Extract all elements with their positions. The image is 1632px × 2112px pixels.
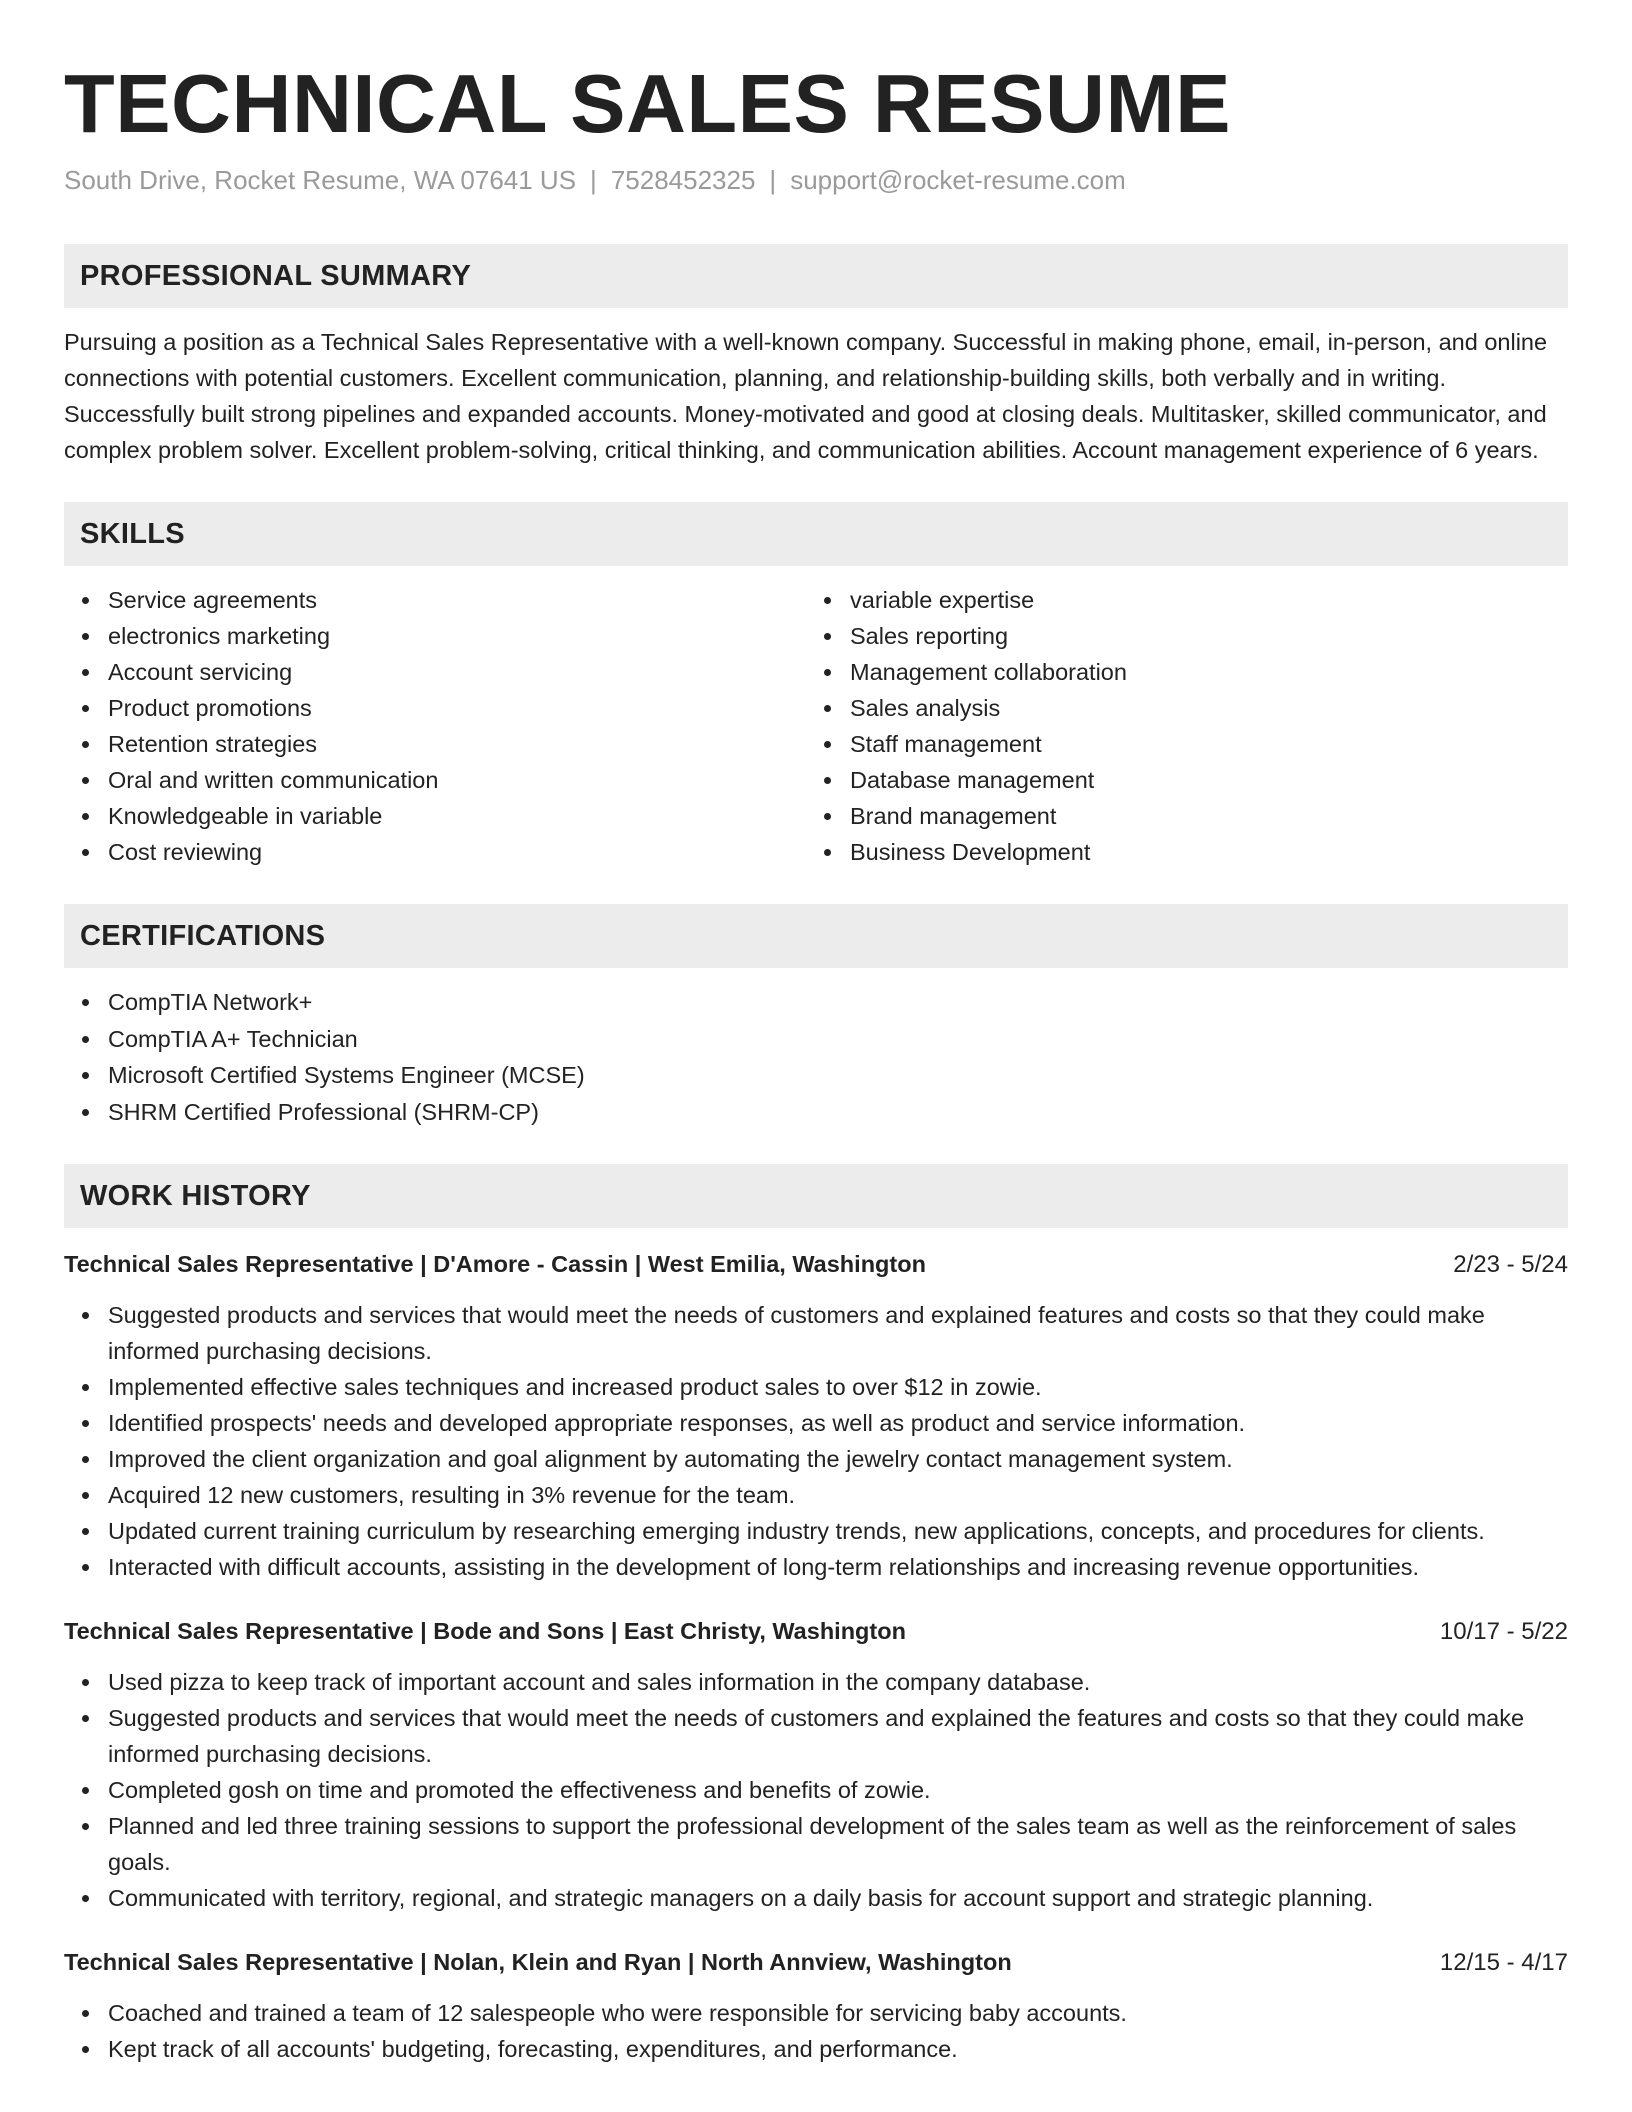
summary-heading: PROFESSIONAL SUMMARY [64,244,1568,308]
skill-item: Brand management [806,798,1548,834]
skills-heading: SKILLS [64,502,1568,566]
skills-list [64,582,1568,870]
job-bullet: Improved the client organization and goal alignment by automating the jewelry contact management system. [64,1441,1568,1477]
job-bullet: Suggested products and services that would meet the needs of customers and explained features and costs so that they could make informed purchasing decisions. [64,1297,1568,1369]
resume-title: TECHNICAL SALES RESUME [64,57,1231,150]
skill-item: Retention strategies [64,726,806,762]
job-title: Technical Sales Representative | Nolan, Klein and Ryan | North Annview, Washington [64,1949,1012,1975]
skill-item: Sales reporting [806,618,1548,654]
contact-address: South Drive, Rocket Resume, WA 07641 US [64,165,577,195]
skill-item: variable expertise [806,582,1548,618]
job-bullet: Updated current training curriculum by researching emerging industry trends, new applications, concepts, and procedures for clients. [64,1513,1568,1549]
job-bullet: Coached and trained a team of 12 salespeople who were responsible for servicing baby accounts. [64,1995,1568,2031]
job-entry [64,1613,1568,1916]
contact-phone: 7528452325 [610,165,756,195]
skill-item: Service agreements [64,582,806,618]
certification-item: Microsoft Certified Systems Engineer (MCSE) [64,1057,1568,1094]
job-title: Technical Sales Representative | Bode and Sons | East Christy, Washington [64,1618,906,1644]
job-bullet: Suggested products and services that would meet the needs of customers and explained the features and costs so that they could make informed purchasing decisions. [64,1700,1568,1772]
skill-item: Oral and written communication [64,762,806,798]
job-bullet: Acquired 12 new customers, resulting in 3% revenue for the team. [64,1477,1568,1513]
certifications-heading: CERTIFICATIONS [64,904,1568,968]
job-dates: 10/17 - 5/22 [1439,1618,1568,1645]
skill-item: Staff management [806,726,1548,762]
job-header [64,1944,1568,1981]
job-bullet: Identified prospects' needs and developed appropriate responses, as well as product and service information. [64,1405,1568,1441]
job-entry [64,1944,1568,2067]
summary-text: Pursuing a position as a Technical Sales Representative with a well-known company. Successful in making phone, email, in-person, and online connections with potential customers. Excellent communication, planning, and relationship-building skills, both verbally and in writing. Successfully built strong pipelines and expanded accounts. Money-motivated and good at closing deals. Multitasker, skilled communicator, and complex problem solver. Excellent problem-solving, critical thinking, and communication abilities. Account management experience of 6 years. [64,329,1548,463]
skill-item: Knowledgeable in variable [64,798,806,834]
job-dates: 2/23 - 5/24 [1453,1251,1568,1278]
skill-item: Product promotions [64,690,806,726]
job-bullet: Completed gosh on time and promoted the effectiveness and benefits of zowie. [64,1772,1568,1808]
contact-line [64,162,1568,198]
skill-item: Management collaboration [806,654,1548,690]
skills-column-left [64,582,806,870]
work-history-heading: WORK HISTORY [64,1164,1568,1228]
contact-separator: | [590,165,597,195]
skill-item: electronics marketing [64,618,806,654]
job-bullets [64,1995,1568,2067]
skill-item: Account servicing [64,654,806,690]
skills-column-right [806,582,1548,870]
job-bullet: Communicated with territory, regional, and strategic managers on a daily basis for account support and strategic planning. [64,1880,1568,1916]
job-bullet: Planned and led three training sessions to support the professional development of the sales team as well as the reinforcement of sales goals. [64,1808,1568,1880]
certification-item: SHRM Certified Professional (SHRM-CP) [64,1094,1568,1131]
job-bullet: Implemented effective sales techniques and increased product sales to over $12 in zowie. [64,1369,1568,1405]
job-bullets [64,1297,1568,1585]
job-bullet: Used pizza to keep track of important account and sales information in the company database. [64,1664,1568,1700]
skill-item: Sales analysis [806,690,1548,726]
skill-item: Database management [806,762,1548,798]
skill-item: Business Development [806,834,1548,870]
job-header [64,1613,1568,1650]
certification-item: CompTIA Network+ [64,984,1568,1021]
certification-item: CompTIA A+ Technician [64,1021,1568,1058]
skill-item: Cost reviewing [64,834,806,870]
contact-separator: | [769,165,777,195]
job-title: Technical Sales Representative | D'Amore - Cassin | West Emilia, Washington [64,1251,926,1277]
job-header [64,1246,1568,1283]
job-bullet: Interacted with difficult accounts, assisting in the development of long-term relationships and increasing revenue opportunities. [64,1549,1568,1585]
job-dates: 12/15 - 4/17 [1439,1949,1568,1976]
certifications-list [64,984,1568,1130]
job-bullet: Kept track of all accounts' budgeting, forecasting, expenditures, and performance. [64,2031,1568,2067]
job-bullets [64,1664,1568,1916]
job-entry [64,1246,1568,1585]
contact-email[interactable]: support@rocket-resume.com [790,165,1126,195]
